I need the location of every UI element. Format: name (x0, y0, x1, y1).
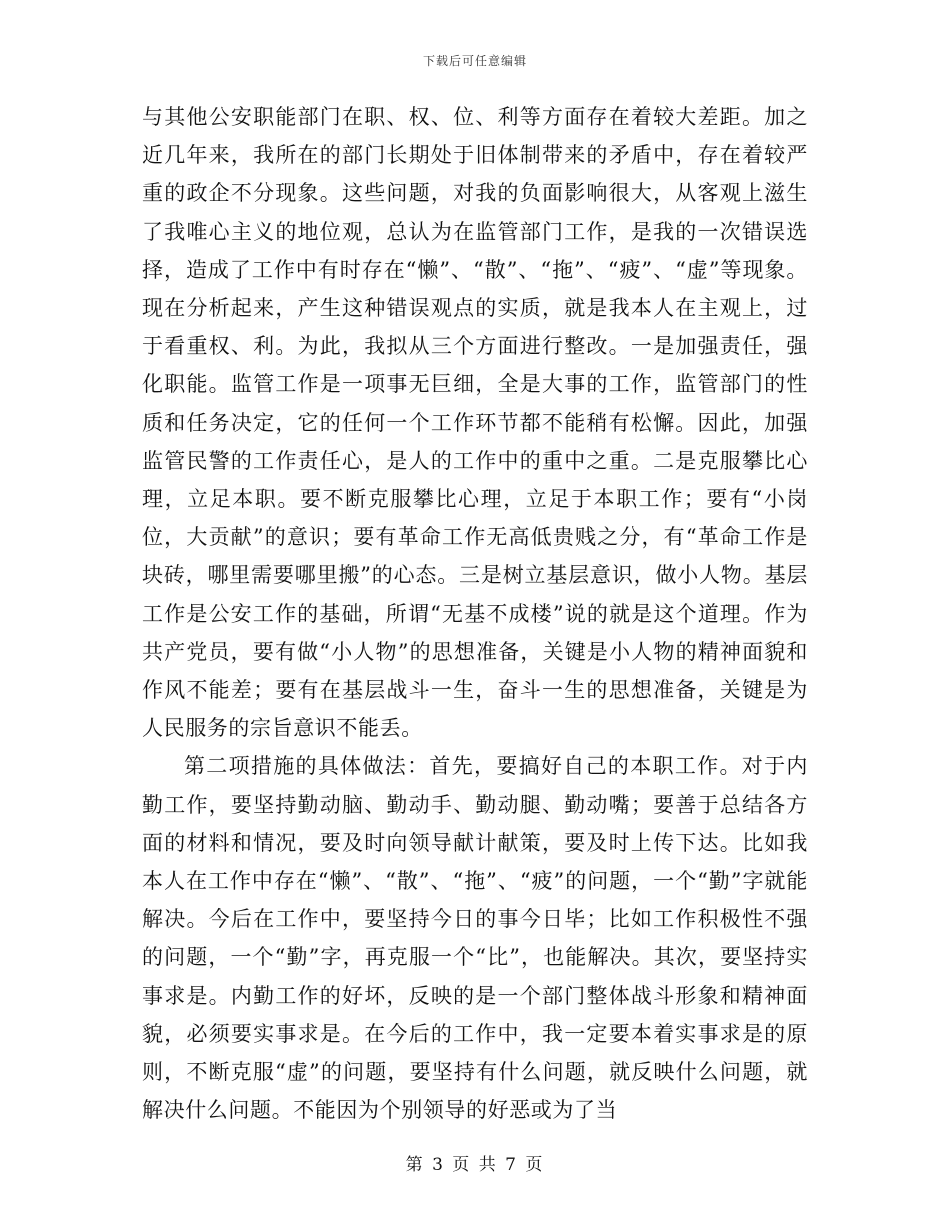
page-number: 第 3 页 共 7 页 (405, 1155, 545, 1175)
page-header: 下载后可任意编辑 (422, 54, 527, 68)
document-body (142, 98, 808, 1129)
paragraph-2: 第二项措施的具体做法：首先，要搞好自己的本职工作。对于内勤工作，要坚持勤动脑、勤动手、勤动腿、勤动嘴；要善于总结各方面的材料和情况，要及时向领导献计献策，要及时上传下达。比如我本人在工作中存在“懒”、“散”、“拖”、“疲”的问题，一个“勤”字就能解决。今后在工作中，要坚持今日的事今日毕；比如工作积极性不强的问题，一个“勤”字，再克服一个“比”，也能解决。其次，要坚持实事求是。内勤工作的好坏，反映的是一个部门整体战斗形象和精神面貌，必须要实事求是。在今后的工作中，我一定要本着实事求是的原则，不断克服“虚”的问题，要坚持有什么问题，就反映什么问题，就解决什么问题。不能因为个别领导的好恶或为了当 (142, 754, 808, 1123)
paragraph-1: 与其他公安职能部门在职、权、位、利等方面存在着较大差距。加之近几年来，我所在的部门长期处于旧体制带来的矛盾中，存在着较严重的政企不分现象。这些问题，对我的负面影响很大，从客观上滋生了我唯心主义的地位观，总认为在监管部门工作，是我的一次错误选择，造成了工作中有时存在“懒”、“散”、“拖”、“疲”、“虚”等现象。现在分析起来，产生这种错误观点的实质，就是我本人在主观上，过于看重权、利。为此，我拟从三个方面进行整改。一是加强责任，强化职能。监管工作是一项事无巨细，全是大事的工作，监管部门的性质和任务决定，它的任何一个工作环节都不能稍有松懈。因此，加强监管民警的工作责任心，是人的工作中的重中之重。二是克服攀比心理，立足本职。要不断克服攀比心理，立足于本职工作；要有“小岗位，大贡献”的意识；要有革命工作无高低贵贱之分，有“革命工作是块砖，哪里需要哪里搬”的心态。三是树立基层意识，做小人物。基层工作是公安工作的基础，所谓“无基不成楼”说的就是这个道理。作为共产党员，要有做“小人物”的思想准备，关键是小人物的精神面貌和作风不能差；要有在基层战斗一生，奋斗一生的思想准备，关键是为人民服务的宗旨意识不能丢。 (142, 105, 808, 741)
